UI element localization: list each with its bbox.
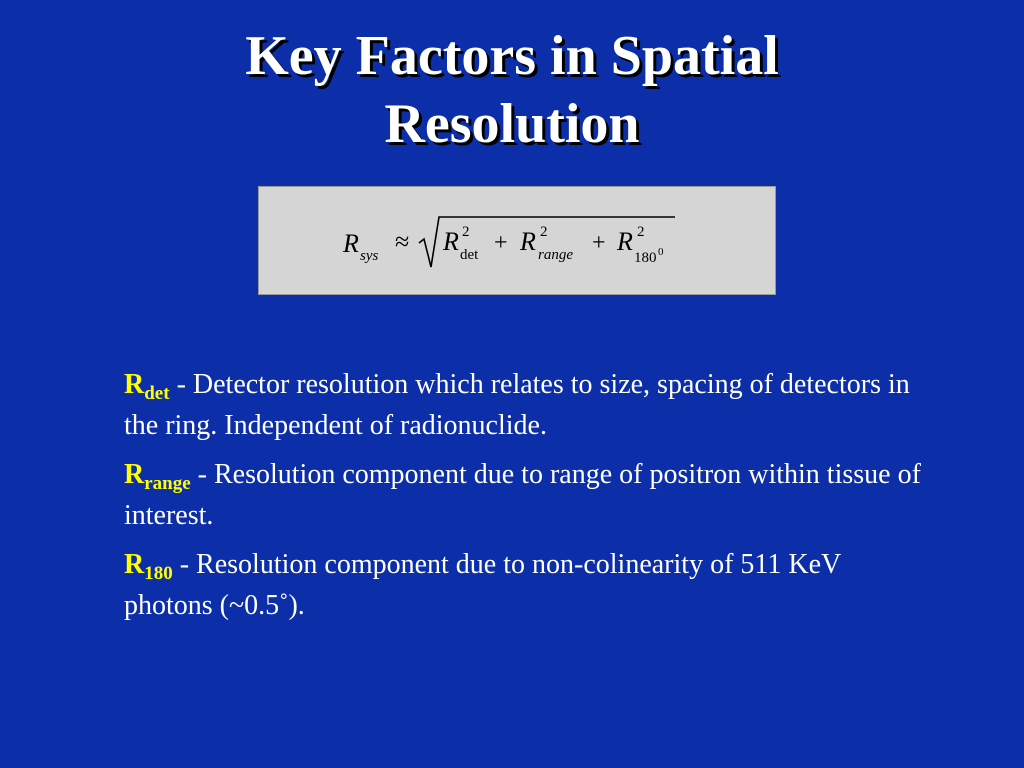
formula-approx-sign: ≈ — [395, 227, 410, 256]
definition-symbol — [124, 459, 191, 494]
definition-r-180 — [124, 544, 934, 626]
definition-text: - Resolution component due to non-colinearity of 511 KeV photons (~0.5˚). — [124, 549, 841, 621]
formula-term3-subscript-superscript: 0 — [658, 246, 664, 258]
definition-symbol-subscript: range — [144, 473, 191, 494]
formula-term3-superscript: 2 — [637, 224, 645, 240]
formula-plus-2: + — [592, 230, 606, 256]
definition-symbol — [124, 369, 170, 404]
formula-lhs-subscript: sys — [360, 248, 379, 264]
definition-text: - Resolution component due to range of positron within tissue of interest. — [124, 459, 921, 531]
definition-r-range — [124, 454, 934, 536]
slide-title-line-1: Key Factors in Spatial — [245, 25, 779, 87]
formula-term1-superscript: 2 — [462, 224, 470, 240]
formula-term1-symbol: R — [443, 227, 459, 256]
definitions-list — [124, 364, 934, 634]
formula-lhs-symbol: R — [343, 229, 359, 258]
formula-term1-subscript: det — [460, 247, 479, 263]
formula-term2-subscript: range — [538, 247, 573, 263]
formula-term2-superscript: 2 — [540, 224, 548, 240]
definition-symbol — [124, 549, 173, 584]
slide-title — [0, 22, 1024, 158]
formula-box — [258, 186, 776, 295]
formula-term2-symbol: R — [520, 227, 536, 256]
formula-svg — [259, 187, 775, 294]
formula-term3-symbol: R — [617, 227, 633, 256]
definition-symbol-letter: R — [124, 459, 145, 490]
definition-r-det — [124, 364, 934, 446]
definition-symbol-letter: R — [124, 549, 145, 580]
slide-title-line-2: Resolution — [384, 93, 640, 155]
definition-symbol-subscript: det — [144, 383, 170, 404]
definition-symbol-subscript: 180 — [144, 563, 173, 584]
formula-plus-1: + — [494, 230, 508, 256]
definition-text: - Detector resolution which relates to size, spacing of detectors in the ring. Independent of radionuclide. — [124, 369, 910, 441]
definition-symbol-letter: R — [124, 369, 145, 400]
formula-term3-subscript: 180 — [634, 250, 657, 266]
